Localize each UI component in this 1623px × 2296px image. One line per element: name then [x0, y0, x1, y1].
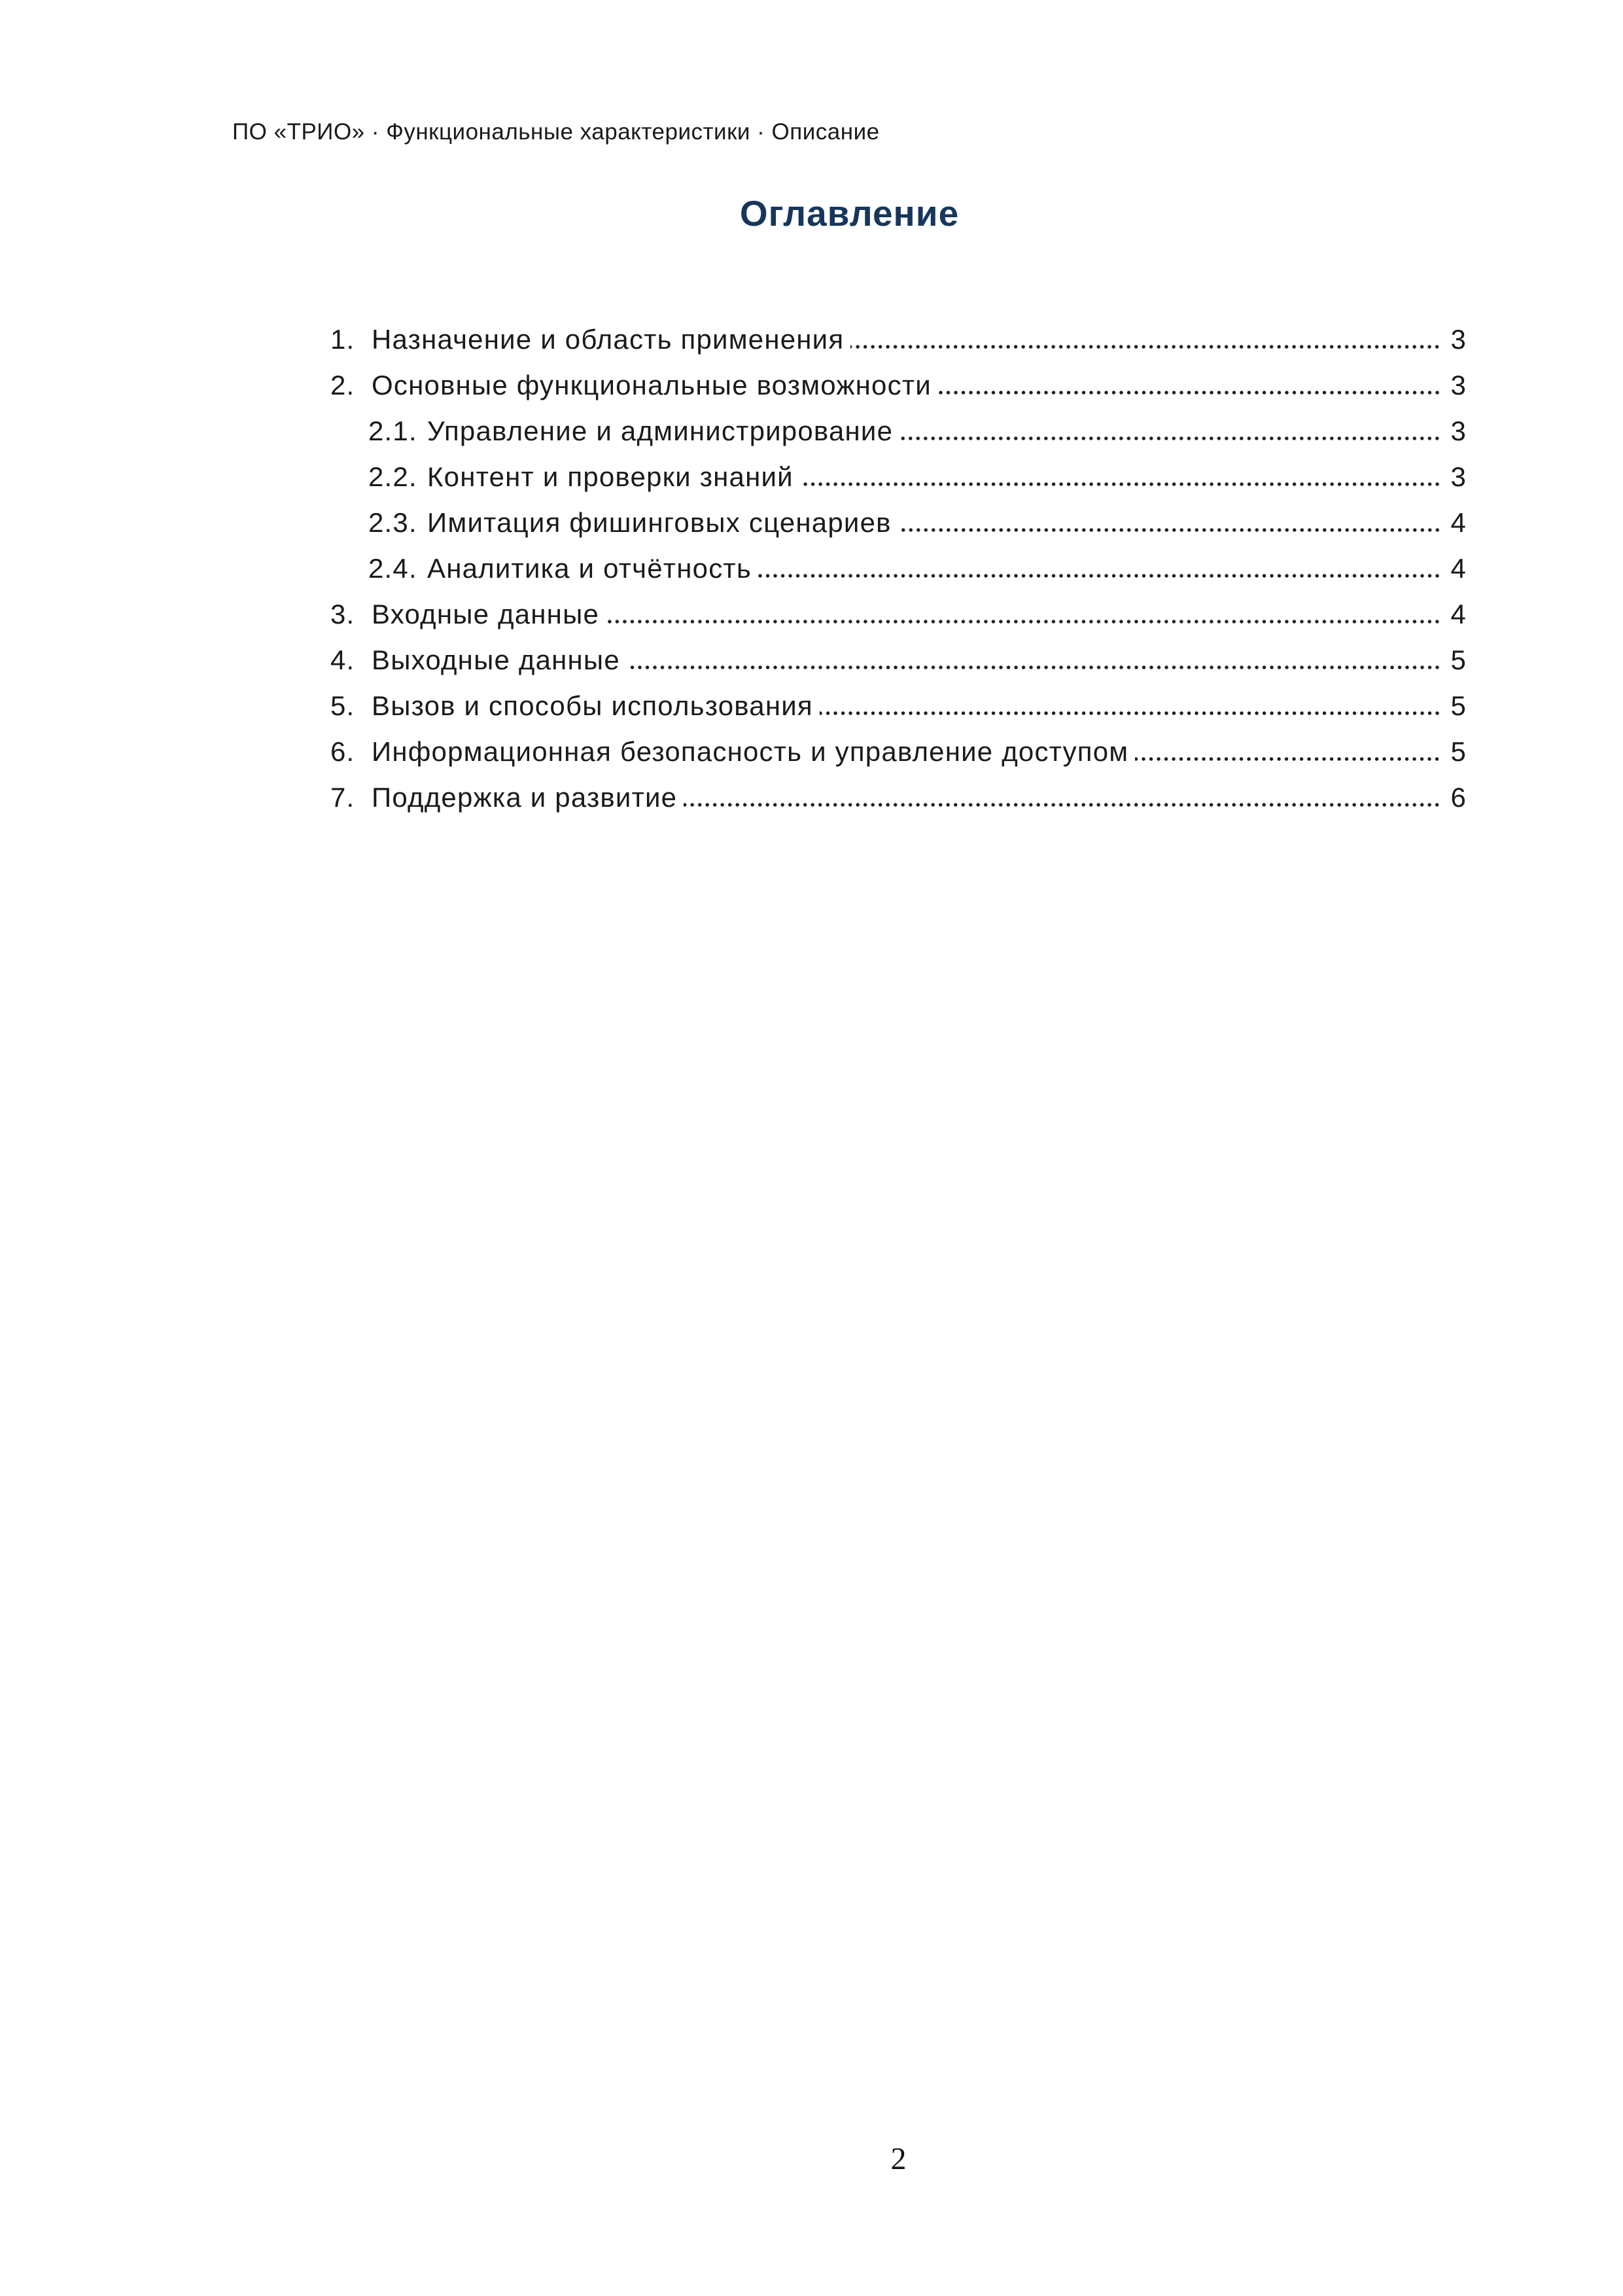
toc-entry[interactable]	[368, 463, 1467, 491]
toc-dot-leader	[606, 620, 1442, 624]
toc-entry-label: Входные данные	[372, 599, 600, 629]
toc-entry[interactable]	[330, 601, 1467, 628]
toc-dot-leader	[898, 528, 1443, 532]
toc-entry[interactable]	[330, 738, 1467, 766]
toc-entry-number: 3.	[330, 599, 355, 629]
toc-entry-label: Поддержка и развитие	[372, 782, 678, 813]
toc-dot-leader	[800, 482, 1443, 486]
toc-entry-page: 3	[1450, 324, 1467, 355]
toc-entry-label: Информационная безопасность и управление доступом	[372, 736, 1129, 767]
toc-entry-page: 6	[1450, 782, 1467, 813]
toc-entry-page: 5	[1450, 736, 1467, 767]
toc-entry[interactable]	[330, 326, 1467, 353]
toc-entry-number: 2.	[330, 370, 355, 400]
toc-entry-number: 4.	[330, 645, 355, 675]
toc-entry-label: Вызов и способы использования	[372, 690, 813, 721]
toc-dot-leader	[684, 803, 1442, 807]
toc-entry-page: 4	[1450, 553, 1467, 584]
toc-dot-leader	[820, 711, 1443, 715]
toc-entry-page: 5	[1450, 690, 1467, 721]
toc-entry[interactable]	[368, 509, 1467, 537]
toc-entry-label: Контент и проверки знаний	[427, 461, 794, 492]
toc-entry-label: Управление и администрирование	[427, 415, 894, 446]
toc-entry[interactable]	[368, 417, 1467, 445]
toc-entry[interactable]	[368, 555, 1467, 582]
toc-entry[interactable]	[330, 784, 1467, 811]
table-of-contents	[330, 326, 1467, 830]
toc-entry-number: 2.2.	[368, 461, 417, 492]
toc-entry-page: 3	[1450, 461, 1467, 492]
toc-entry-page: 5	[1450, 645, 1467, 675]
toc-entry-number: 7.	[330, 782, 355, 813]
toc-entry-label: Назначение и область применения	[372, 324, 845, 355]
toc-dot-leader	[1135, 757, 1442, 761]
toc-entry-number: 6.	[330, 736, 355, 767]
toc-dot-leader	[938, 391, 1443, 395]
toc-entry-page: 4	[1450, 599, 1467, 629]
toc-entry[interactable]	[330, 692, 1467, 720]
toc-entry-number: 1.	[330, 324, 355, 355]
toc-dot-leader	[758, 574, 1443, 578]
toc-dot-leader	[899, 436, 1442, 440]
toc-entry-label: Выходные данные	[372, 645, 620, 675]
toc-entry[interactable]	[330, 646, 1467, 674]
toc-entry[interactable]	[330, 372, 1467, 399]
toc-entry-number: 2.1.	[368, 415, 417, 446]
toc-entry-number: 2.4.	[368, 553, 417, 584]
toc-dot-leader	[850, 345, 1442, 349]
running-header: ПО «ТРИО» · Функциональные характеристики · Описание	[232, 119, 880, 145]
toc-entry-label: Аналитика и отчётность	[427, 553, 752, 584]
toc-entry-number: 2.3.	[368, 507, 417, 538]
toc-entry-label: Основные функциональные возможности	[372, 370, 932, 400]
toc-entry-number: 5.	[330, 690, 355, 721]
toc-dot-leader	[627, 665, 1443, 669]
toc-entry-page: 3	[1450, 370, 1467, 400]
toc-entry-page: 4	[1450, 507, 1467, 538]
toc-entry-label: Имитация фишинговых сценариев	[427, 507, 892, 538]
page-title: Оглавление	[739, 193, 960, 234]
toc-entry-page: 3	[1450, 415, 1467, 446]
page-number: 2	[890, 2142, 907, 2176]
